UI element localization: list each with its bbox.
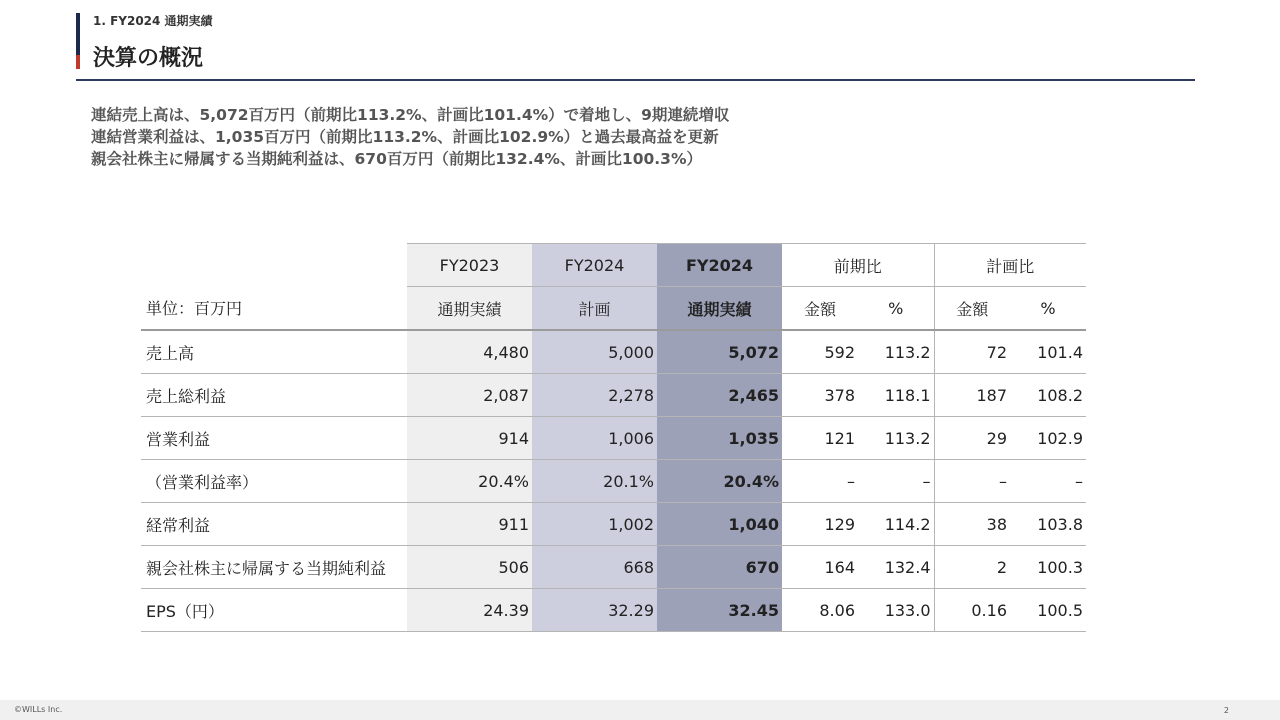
subheader-yoy-pct: % <box>858 287 934 331</box>
cell-plan-amount: – <box>934 460 1010 503</box>
cell-fy2024-plan: 1,002 <box>532 503 657 546</box>
cell-yoy-amount: 8.06 <box>782 589 858 632</box>
title-accent-bar-red <box>76 55 80 69</box>
header-yoy: 前期比 <box>782 244 934 287</box>
cell-plan-amount: 38 <box>934 503 1010 546</box>
cell-fy2023: 20.4% <box>407 460 532 503</box>
cell-fy2024-plan: 668 <box>532 546 657 589</box>
cell-fy2024-actual: 20.4% <box>657 460 782 503</box>
row-label: 営業利益 <box>141 417 407 460</box>
row-label: 経常利益 <box>141 503 407 546</box>
cell-yoy-pct: 113.2 <box>858 330 934 374</box>
cell-yoy-amount: 129 <box>782 503 858 546</box>
header-corner <box>141 244 407 287</box>
cell-plan-pct: 100.3 <box>1010 546 1086 589</box>
cell-fy2024-plan: 1,006 <box>532 417 657 460</box>
cell-fy2024-actual: 32.45 <box>657 589 782 632</box>
cell-fy2024-actual: 1,035 <box>657 417 782 460</box>
row-label: EPS（円） <box>141 589 407 632</box>
cell-fy2024-plan: 2,278 <box>532 374 657 417</box>
cell-plan-amount: 0.16 <box>934 589 1010 632</box>
subheader-fy2023: 通期実績 <box>407 287 532 331</box>
cell-yoy-amount: 378 <box>782 374 858 417</box>
section-label: 1. FY2024 通期実績 <box>93 14 213 28</box>
cell-plan-amount: 72 <box>934 330 1010 374</box>
cell-yoy-amount: 164 <box>782 546 858 589</box>
table-row <box>141 330 1086 374</box>
copyright: ©WILLs Inc. <box>14 705 63 714</box>
summary-line-net-income: 親会社株主に帰属する当期純利益は、670百万円（前期比132.4%、計画比100.3%） <box>91 150 702 168</box>
cell-fy2023: 506 <box>407 546 532 589</box>
header-fy2024-plan: FY2024 <box>532 244 657 287</box>
cell-plan-pct: – <box>1010 460 1086 503</box>
cell-fy2024-plan: 5,000 <box>532 330 657 374</box>
table-header-row <box>141 244 1086 287</box>
cell-fy2024-actual: 5,072 <box>657 330 782 374</box>
cell-fy2024-actual: 670 <box>657 546 782 589</box>
cell-fy2024-plan: 20.1% <box>532 460 657 503</box>
summary-line-sales: 連結売上高は、5,072百万円（前期比113.2%、計画比101.4%）で着地し、9期連続増収 <box>91 106 730 124</box>
cell-fy2023: 4,480 <box>407 330 532 374</box>
row-label: （営業利益率） <box>141 460 407 503</box>
row-label: 親会社株主に帰属する当期純利益 <box>141 546 407 589</box>
table-row <box>141 374 1086 417</box>
row-label: 売上総利益 <box>141 374 407 417</box>
footer <box>0 700 1280 720</box>
cell-fy2024-plan: 32.29 <box>532 589 657 632</box>
cell-plan-pct: 103.8 <box>1010 503 1086 546</box>
cell-yoy-pct: 133.0 <box>858 589 934 632</box>
subheader-yoy-amount: 金額 <box>782 287 858 331</box>
cell-yoy-pct: – <box>858 460 934 503</box>
table-row <box>141 589 1086 632</box>
cell-plan-pct: 101.4 <box>1010 330 1086 374</box>
subheader-fy2024-actual: 通期実績 <box>657 287 782 331</box>
page-number: 2 <box>1223 706 1229 715</box>
cell-yoy-pct: 118.1 <box>858 374 934 417</box>
table-row <box>141 417 1086 460</box>
cell-fy2023: 911 <box>407 503 532 546</box>
title-divider <box>76 79 1195 81</box>
cell-fy2023: 2,087 <box>407 374 532 417</box>
cell-yoy-pct: 132.4 <box>858 546 934 589</box>
cell-yoy-pct: 114.2 <box>858 503 934 546</box>
cell-fy2024-actual: 2,465 <box>657 374 782 417</box>
results-table <box>141 243 1086 632</box>
table-subheader-row <box>141 287 1086 331</box>
cell-plan-amount: 29 <box>934 417 1010 460</box>
cell-plan-pct: 102.9 <box>1010 417 1086 460</box>
cell-fy2023: 24.39 <box>407 589 532 632</box>
summary-text <box>91 104 729 170</box>
table-row <box>141 503 1086 546</box>
unit-label: 単位：百万円 <box>141 287 407 331</box>
title-accent-bar <box>76 13 80 55</box>
cell-plan-amount: 187 <box>934 374 1010 417</box>
summary-line-operating-profit: 連結営業利益は、1,035百万円（前期比113.2%、計画比102.9%）と過去最高益を更新 <box>91 128 719 146</box>
cell-plan-amount: 2 <box>934 546 1010 589</box>
cell-fy2023: 914 <box>407 417 532 460</box>
cell-plan-pct: 108.2 <box>1010 374 1086 417</box>
cell-yoy-amount: 121 <box>782 417 858 460</box>
cell-yoy-amount: – <box>782 460 858 503</box>
subheader-plan-pct: % <box>1010 287 1086 331</box>
table-row <box>141 460 1086 503</box>
page-title: 決算の概況 <box>93 46 204 71</box>
cell-fy2024-actual: 1,040 <box>657 503 782 546</box>
subheader-fy2024-plan: 計画 <box>532 287 657 331</box>
cell-yoy-amount: 592 <box>782 330 858 374</box>
header-fy2024-actual: FY2024 <box>657 244 782 287</box>
subheader-plan-amount: 金額 <box>934 287 1010 331</box>
table-row <box>141 546 1086 589</box>
header-fy2023: FY2023 <box>407 244 532 287</box>
header-vs-plan: 計画比 <box>934 244 1086 287</box>
cell-yoy-pct: 113.2 <box>858 417 934 460</box>
cell-plan-pct: 100.5 <box>1010 589 1086 632</box>
row-label: 売上高 <box>141 330 407 374</box>
